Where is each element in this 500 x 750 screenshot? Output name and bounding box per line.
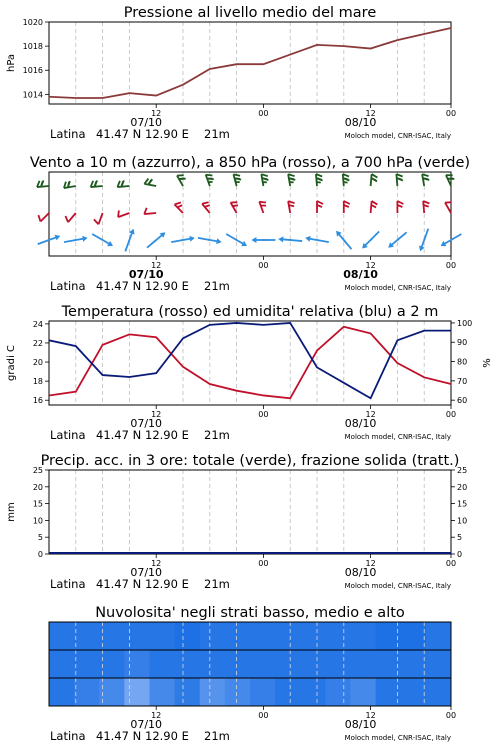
chart-title: Vento a 10 m (azzurro), a 850 hPa (rosso), a 700 hPa (verde): [29, 155, 471, 171]
barb-staff: [91, 186, 103, 187]
y-tick-label: 16: [32, 396, 43, 406]
location-name: Latina: [50, 279, 86, 293]
wind-barb-850hpa: [423, 201, 430, 213]
wind-barb-700hpa: [371, 174, 378, 186]
location-alt: 21m: [204, 428, 230, 442]
x-tick-label: 12: [151, 410, 162, 419]
x-tick-label: 00: [445, 261, 457, 270]
wind-barb-850hpa: [371, 201, 378, 213]
y-tick-right-label: 20: [457, 482, 468, 492]
location-lat: 41.47 N: [96, 279, 142, 293]
y-tick-right-label: 0: [457, 550, 463, 559]
barb-staff: [208, 240, 218, 242]
credit: Moloch model, CNR-ISAC, Italy: [344, 433, 451, 441]
cloud-cell: [225, 650, 251, 678]
chart-title: Temperatura (rosso) ed umidita' relativa (blu) a 2 m: [61, 304, 439, 320]
cloud-cell: [300, 622, 326, 650]
location-lat: 41.47 N: [96, 127, 142, 141]
location-lon: 12.90 E: [145, 577, 189, 591]
location-lat: 41.47 N: [96, 428, 142, 442]
wind-barb-10m: [386, 230, 408, 250]
wind-barb-850hpa: [116, 207, 129, 217]
y-tick-right-label: 25: [457, 466, 468, 475]
date-label: 08/10: [344, 116, 377, 129]
location-name: Latina: [50, 577, 86, 591]
meteogram-panels: [6, 5, 493, 743]
y-tick-label: 24: [32, 319, 43, 329]
y-axis-label: mm: [6, 502, 17, 522]
panel-5: [49, 605, 456, 743]
cloud-cell: [124, 650, 150, 678]
barb-feather: [290, 181, 294, 183]
x-tick-label: 00: [258, 559, 269, 568]
wind-barb-10m: [91, 231, 115, 248]
chart-title: Pressione al livello medio del mare: [123, 5, 377, 21]
panel-3: [6, 304, 493, 442]
wind-barb-700hpa: [177, 173, 188, 186]
cloud-cell: [250, 650, 276, 678]
cloud-cell: [401, 622, 427, 650]
cloud-cell: [300, 678, 326, 706]
barb-staff: [117, 186, 129, 187]
humidity-line: [49, 323, 451, 398]
credit: Moloch model, CNR-ISAC, Italy: [344, 132, 451, 140]
x-tick-label: 12: [365, 559, 376, 568]
cloud-cell: [426, 650, 452, 678]
wind-barb-700hpa: [37, 180, 49, 187]
date-label: 07/10: [130, 718, 163, 731]
barb-staff: [118, 213, 129, 217]
cloud-cell: [200, 622, 226, 650]
wind-barb-10m: [225, 231, 249, 248]
x-tick-label: 12: [151, 559, 162, 568]
wind-barb-10m: [145, 230, 167, 250]
wind-barb-700hpa: [316, 174, 323, 186]
cloud-cell: [351, 678, 377, 706]
cloud-cell: [74, 678, 100, 706]
cloud-cell: [225, 622, 251, 650]
barb-staff: [423, 201, 424, 213]
credit: Moloch model, CNR-ISAC, Italy: [344, 734, 451, 742]
wind-barb-850hpa: [344, 201, 350, 213]
chart-title: Precip. acc. in 3 ore: totale (verde), frazione solida (tratt.): [40, 453, 460, 469]
barb-staff: [282, 239, 292, 240]
y-tick-label: 25: [32, 466, 43, 475]
barb-staff: [206, 175, 210, 186]
y-tick-right-label: 10: [457, 516, 468, 526]
wind-barb-700hpa: [261, 173, 269, 186]
cloud-cell: [275, 650, 301, 678]
date-label: 08/10: [344, 417, 377, 430]
location-alt: 21m: [204, 729, 230, 743]
cloud-cell: [325, 678, 351, 706]
x-tick-label: 12: [365, 711, 376, 720]
wind-barb-10m: [251, 237, 275, 243]
location-lon: 12.90 E: [145, 729, 189, 743]
panel-4: [6, 453, 467, 591]
y-tick-label: 1018: [22, 42, 43, 52]
y-tick-label: 1016: [22, 66, 43, 76]
location-alt: 21m: [204, 577, 230, 591]
barb-staff: [231, 203, 237, 213]
x-tick-label: 12: [365, 109, 376, 118]
y-tick-label: 0: [37, 550, 43, 559]
date-label: 07/10: [130, 116, 163, 129]
barb-feather: [208, 181, 212, 183]
cloud-cell: [225, 678, 251, 706]
barb-staff: [396, 174, 397, 186]
temperature-line: [49, 327, 451, 399]
barb-staff: [233, 174, 236, 186]
x-tick-label: 12: [365, 410, 376, 419]
location-name: Latina: [50, 428, 86, 442]
barb-staff: [371, 174, 372, 186]
barb-arrowhead: [241, 241, 248, 249]
barb-staff: [445, 203, 451, 213]
y-tick-label: 15: [32, 499, 43, 509]
chart-title: Nuvolosita' negli strati basso, medio e alto: [95, 605, 405, 621]
cloud-cell: [99, 678, 125, 706]
barb-staff: [343, 174, 344, 186]
wind-barb-850hpa: [175, 200, 188, 213]
barb-staff: [365, 239, 372, 246]
cloud-cell: [200, 678, 226, 706]
x-tick-label: 00: [258, 410, 269, 419]
wind-barb-700hpa: [343, 174, 350, 186]
barb-staff: [155, 235, 163, 241]
x-tick-label: 00: [258, 261, 269, 270]
y-tick-right-label: 70: [457, 376, 468, 386]
cloud-cell: [74, 650, 100, 678]
x-tick-label: 12: [151, 109, 162, 118]
y-tick-label: 20: [32, 358, 43, 368]
date-label: 08/10: [344, 566, 377, 579]
barb-feather: [317, 182, 321, 183]
wind-barb-700hpa: [63, 180, 76, 188]
barb-staff: [316, 174, 317, 186]
x-tick-label: 00: [445, 711, 457, 720]
cloud-cell: [150, 650, 176, 678]
y-axis-label: gradi C: [6, 345, 17, 381]
barb-staff: [371, 201, 372, 213]
y-tick-label: 20: [32, 482, 43, 492]
y-axis-label: hPa: [6, 53, 17, 73]
cloud-cell: [325, 650, 351, 678]
barb-staff: [261, 174, 263, 186]
barb-staff: [309, 239, 319, 241]
cloud-cell: [150, 678, 176, 706]
barb-feather: [236, 181, 240, 183]
wind-barb-700hpa: [206, 173, 216, 186]
cloud-cell: [175, 678, 201, 706]
barb-feather: [343, 182, 347, 183]
y-tick-right-label: 60: [457, 396, 468, 406]
location-lon: 12.90 E: [145, 279, 189, 293]
cloud-cell: [49, 678, 75, 706]
y-tick-label: 22: [32, 338, 43, 348]
date-label: 08/10: [343, 268, 378, 281]
wind-barb-700hpa: [422, 173, 430, 186]
plot-frame: [49, 22, 451, 104]
y-axis-right-label: %: [482, 358, 493, 368]
wind-barb-700hpa: [233, 173, 242, 186]
wind-barb-10m: [360, 229, 381, 250]
cloud-cell: [351, 650, 377, 678]
barb-staff: [68, 213, 76, 222]
wind-barb-850hpa: [288, 200, 296, 213]
location-lon: 12.90 E: [145, 127, 189, 141]
cloud-cell: [426, 622, 452, 650]
wind-barb-700hpa: [117, 180, 129, 187]
location-name: Latina: [50, 729, 86, 743]
location-lon: 12.90 E: [145, 428, 189, 442]
y-tick-right-label: 15: [457, 499, 468, 509]
barb-staff: [177, 176, 183, 186]
cloud-cell: [49, 622, 75, 650]
cloud-cell: [49, 650, 75, 678]
pressure-line: [49, 28, 451, 98]
wind-barb-850hpa: [317, 201, 323, 213]
barb-arrowhead: [439, 241, 446, 249]
panel-1: [6, 5, 456, 141]
cloud-cell: [175, 650, 201, 678]
cloud-cell: [200, 650, 226, 678]
x-tick-label: 00: [258, 109, 269, 118]
location-lat: 41.47 N: [96, 729, 142, 743]
cloud-cell: [401, 678, 427, 706]
panel-2: [30, 155, 470, 293]
wind-barb-850hpa: [93, 211, 103, 224]
cloud-cell: [99, 650, 125, 678]
credit: Moloch model, CNR-ISAC, Italy: [344, 582, 451, 590]
cloud-cell: [351, 622, 377, 650]
barb-staff: [74, 239, 84, 241]
wind-barb-850hpa: [202, 200, 214, 213]
barb-staff: [98, 213, 102, 224]
barb-staff: [101, 239, 110, 244]
y-tick-right-label: 90: [457, 338, 468, 348]
wind-barb-700hpa: [288, 173, 296, 186]
wind-barb-850hpa: [36, 209, 49, 222]
cloud-cell: [401, 650, 427, 678]
x-tick-label: 12: [365, 261, 376, 270]
barb-staff: [181, 239, 191, 241]
y-tick-right-label: 5: [457, 533, 463, 543]
x-tick-label: 00: [445, 410, 457, 419]
wind-barb-700hpa: [144, 178, 157, 186]
date-label: 07/10: [128, 268, 164, 281]
cloud-cell: [150, 622, 176, 650]
barb-staff: [41, 213, 49, 221]
wind-barb-700hpa: [396, 174, 403, 186]
y-tick-right-label: 80: [457, 357, 468, 367]
barb-arrowhead: [107, 241, 114, 249]
y-tick-label: 18: [32, 377, 43, 387]
location-name: Latina: [50, 127, 86, 141]
date-label: 08/10: [344, 718, 377, 731]
barb-staff: [64, 186, 76, 188]
barb-staff: [37, 186, 49, 187]
wind-barb-700hpa: [90, 180, 102, 187]
wind-barb-850hpa: [397, 201, 403, 213]
barb-staff: [235, 239, 244, 244]
barb-staff: [144, 213, 156, 214]
location-alt: 21m: [204, 279, 230, 293]
location-alt: 21m: [204, 127, 230, 141]
y-tick-label: 5: [37, 533, 43, 543]
wind-barb-10m: [334, 229, 354, 251]
x-tick-label: 00: [445, 559, 457, 568]
x-tick-label: 12: [151, 711, 162, 720]
y-tick-label: 1020: [22, 18, 43, 27]
plot-frame: [49, 470, 451, 554]
barb-staff: [144, 184, 156, 186]
wind-barb-850hpa: [144, 207, 156, 214]
cloud-cell: [275, 622, 301, 650]
x-tick-label: 12: [151, 261, 162, 270]
date-label: 07/10: [130, 417, 163, 430]
y-tick-label: 1014: [22, 90, 43, 100]
cloud-cell: [426, 678, 452, 706]
cloud-cell: [175, 622, 201, 650]
date-label: 07/10: [130, 566, 163, 579]
y-tick-label: 10: [32, 516, 43, 526]
cloud-cell: [124, 678, 150, 706]
cloud-cell: [74, 622, 100, 650]
cloud-cell: [275, 678, 301, 706]
location-lat: 41.47 N: [96, 577, 142, 591]
wind-barb-850hpa: [63, 209, 75, 222]
wind-barb-850hpa: [231, 200, 242, 213]
barb-staff: [446, 175, 451, 186]
cloud-cell: [325, 622, 351, 650]
x-tick-label: 00: [258, 711, 269, 720]
barb-feather: [263, 181, 267, 183]
cloud-cell: [250, 678, 276, 706]
cloud-cell: [300, 650, 326, 678]
y-tick-right-label: 100: [457, 318, 473, 328]
wind-barb-850hpa: [259, 200, 269, 213]
barb-staff: [259, 202, 263, 213]
cloud-cell: [250, 622, 276, 650]
x-tick-label: 00: [445, 109, 457, 118]
credit: Moloch model, CNR-ISAC, Italy: [344, 284, 451, 292]
cloud-cell: [99, 622, 125, 650]
cloud-cell: [124, 622, 150, 650]
